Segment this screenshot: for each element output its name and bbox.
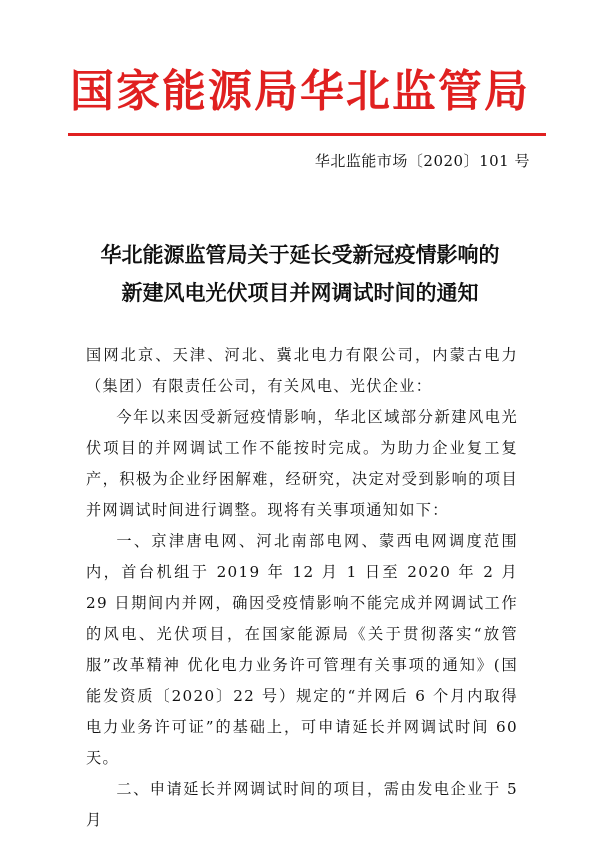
body-paragraph-2: 一、京津唐电网、河北南部电网、蒙西电网调度范围内，首台机组于 2019 年 12 月 1 日至 2020 年 2 月 29 日期间内并网，确因受疫情影响不能完成并网调试工作的风电、光伏项目，在国家能源局《关于贯彻落实“放管服”改革精神 优化电力业务许可管理有关事项的通知》(国能发资质〔2020〕22 号）规定的“并网后 6 个月内取得电力业务许可证”的基础上，可申请延长并网调试时间 60 天。	[86, 532, 518, 767]
document-title-line-1: 华北能源监管局关于延长受新冠疫情影响的	[100, 242, 500, 267]
document-body	[86, 340, 518, 836]
body-paragraph-3: 二、申请延长并网调试时间的项目，需由发电企业于 5 月	[86, 780, 518, 829]
document-title-line-2: 新建风电光伏项目并网调试时间的通知	[121, 280, 479, 305]
org-header-title: 国家能源局华北监管局	[70, 66, 530, 117]
document-title	[0, 236, 600, 312]
red-divider-line	[68, 133, 546, 136]
body-paragraph-1: 今年以来因受新冠疫情影响，华北区域部分新建风电光伏项目的并网调试工作不能按时完成。为助力企业复工复产，积极为企业纾困解难，经研究，决定对受到影响的项目并网调试时间进行调整。现将有关事项通知如下：	[86, 408, 518, 519]
addressee-paragraph: 国网北京、天津、河北、冀北电力有限公司，内蒙古电力（集团）有限责任公司，有关风电、光伏企业：	[86, 346, 518, 395]
document-number: 华北监能市场〔2020〕101 号	[314, 152, 530, 170]
